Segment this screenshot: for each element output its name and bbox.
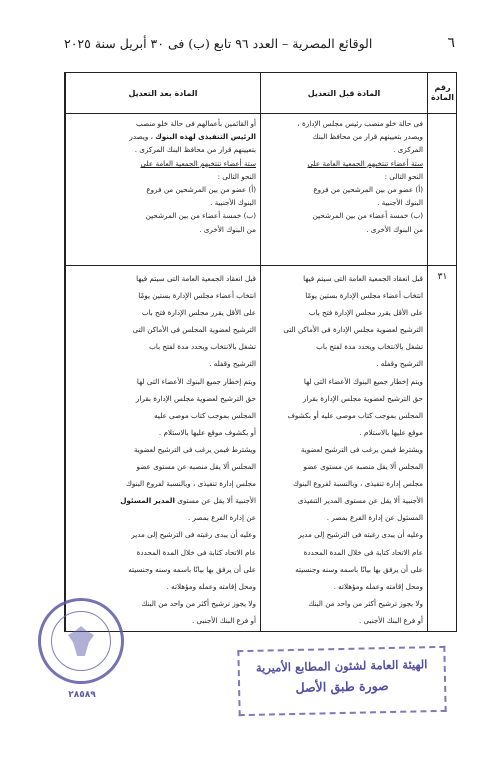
stamp-authority-name: الهيئة العامة لشئون المطابع الأميرية (255, 657, 428, 675)
bold-amended-title: المدير المسئول (120, 496, 175, 506)
row1-after-text: أو القائمين بأعمالهم فى حالة خلو منصب الرئيس التنفيذى لهذه البنوك ، ويصدر بتعيينهم قرار من محافظ البنك المركزى . ستة أعضاء تنتخبهم الجمعية العامة على النحو التالى : (أ) عضو من بين المرشحين من فروع البنوك الأجنبية . (ب) خمسة أعضاء من بين المرشحين من البنوك الأخرى . (129, 119, 256, 234)
bold-amended-phrase: الرئيس التنفيذى لهذه البنوك (155, 132, 256, 142)
header-before-amendment: المادة قبل التعديل (307, 89, 381, 98)
row2-after-text: قبل انعقاد الجمعية العامة التى سيتم فيها انتخاب أعضاء مجلس الإدارة بستين يومًا على الأقل يقرر مجلس الإدارة فتح باب الترشيح لعضوية المجلس فى الأماكن التى تشغل بالانتخاب ويحدد مدة لفتح باب الترشيح وقفله . ويتم إخطار جميع البنوك الأعضاء التى لها حق الترشيح لعضوية مجلس الإدارة بقرار المجلس بموجب كتاب موصى عليه أو بكشوف موقع عليها بالاستلام . ويشترط فيمن يرغب فى الترشيح لعضوية المجلس ألا يقل منصبه عن مستوى عضو مجلس إدارة تنفيذى ، وبالنسبة لفروع البنوك الأجنبية ألا يقل عن مستوى المدير المسئول عن إدارة الفرع بمصر . وعليه أن يبدى رغبته فى الترشيح إلى مدير عام الاتحاد كتابة فى خلال المدة المحددة على أن يرفق بها بيانًا باسمه وسنه وجنسيته ومحل إقامته وعمله ومؤهلاته . ولا يجوز ترشيح أكثر من واحد من البنك أو فرع البنك الأجنبى . (120, 274, 256, 625)
page-header (64, 32, 455, 54)
true-copy-stamp (237, 646, 446, 716)
seal-serial-number: ٢٨٥٨٩ (68, 690, 96, 700)
article-number-31: ٣١ (437, 272, 448, 282)
official-seal-stamp (38, 598, 124, 684)
amendment-table (64, 72, 457, 632)
header-after-amendment: المادة بعد التعديل (128, 89, 198, 98)
stamp-true-copy-text: صورة طبق الأصل (295, 678, 389, 695)
page-number: ٦ (447, 35, 455, 51)
row1-before-text: فى حالة خلو منصب رئيس مجلس الإدارة ، ويصدر بتعيينهم قرار من محافظ البنك المركزى . ستة أعضاء تنتخبهم الجمعية العامة على النحو التالى : (أ) عضو من بين المرشحين من فروع البنوك الأجنبية . (ب) خمسة أعضاء من بين المرشحين من البنوك الأخرى . (297, 119, 423, 234)
gazette-title: الوقائع المصرية – العدد ٩٦ تابع (ب) فى ٣٠ أبريل سنة ٢٠٢٥ (64, 35, 373, 51)
header-article-number: رقم المادة (431, 83, 454, 102)
row2-before-text: قبل انعقاد الجمعية العامة التى سيتم فيها انتخاب أعضاء مجلس الإدارة بستين يومًا على الأقل يقرر مجلس الإدارة فتح باب الترشيح لعضوية مجلس الإدارة فى الأماكن التى تشغل بالانتخاب ويحدد مدة لفتح باب الترشيح وقفله . ويتم إخطار جميع البنوك الأعضاء التى لها حق الترشيح لعضوية مجلس الإدارة بقرار المجلس بموجب كتاب موصى عليه أو بكشوف موقع عليها بالاستلام . ويشترط فيمن يرغب فى الترشيح لعضوية المجلس ألا يقل منصبه عن مستوى عضو مجلس إدارة تنفيذى ، وبالنسبة لفروع البنوك الأجنبية ألا يقل عن مستوى المدير التنفيذى المسئول عن إدارة الفرع بمصر . وعليه أن يبدى رغبته فى الترشيح إلى مدير عام الاتحاد كتابة فى خلال المدة المحددة على أن يرفق بها بيانًا باسمه وسنه وجنسيته ومحل إقامته وعمله ومؤهلاته . ولا يجوز ترشيح أكثر من واحد من البنك أو فرع البنك الأجنبى . (283, 274, 423, 625)
